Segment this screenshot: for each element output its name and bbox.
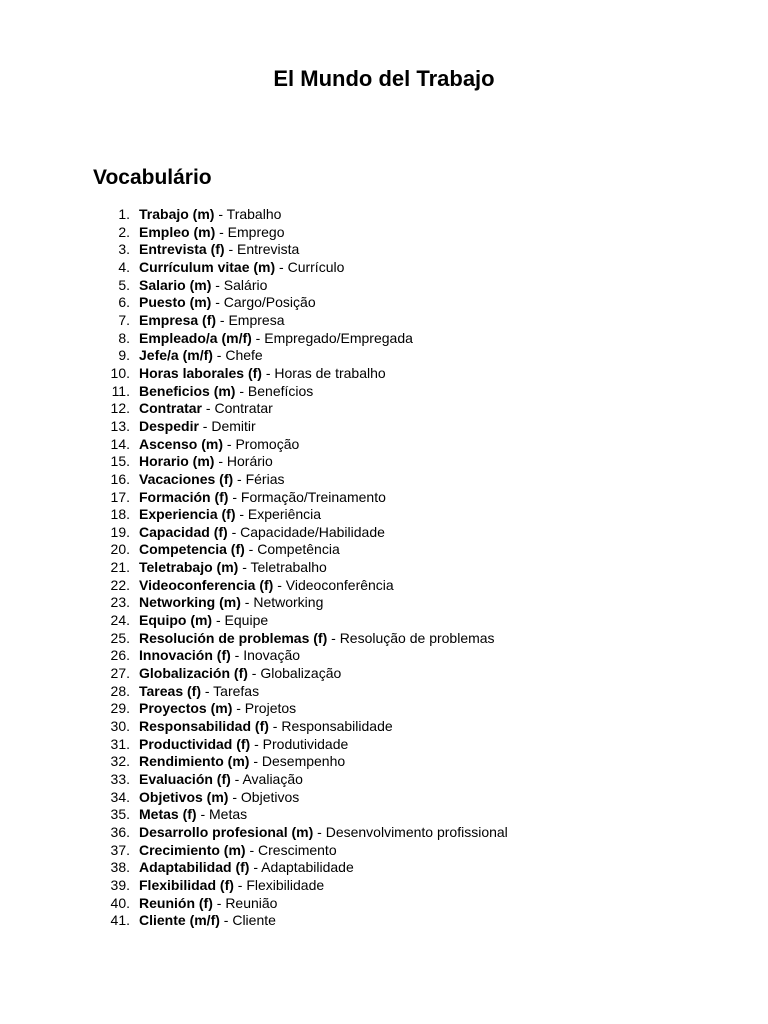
item-text — [139, 753, 345, 771]
item-number: 33. — [110, 771, 130, 787]
item-text — [139, 436, 299, 454]
spanish-term: Crecimiento (m) — [139, 841, 246, 858]
portuguese-translation: - Empregado/Empregada — [251, 329, 413, 346]
vocabulary-item — [108, 683, 508, 701]
vocabulary-item — [108, 365, 508, 383]
item-text — [139, 612, 268, 630]
item-number: 22. — [110, 576, 130, 593]
item-text — [139, 294, 316, 312]
spanish-term: Reunión (f) — [139, 894, 213, 911]
spanish-term: Responsabilidad (f) — [139, 718, 269, 735]
item-number: 1. — [118, 206, 130, 222]
spanish-term: Salario (m) — [139, 276, 212, 293]
portuguese-translation: - Projetos — [232, 700, 297, 717]
vocabulary-item — [108, 224, 508, 242]
vocabulary-item — [108, 347, 508, 365]
portuguese-translation: - Resolução de problemas — [327, 629, 495, 646]
item-number: 41. — [110, 912, 130, 929]
vocabulary-list — [108, 206, 508, 930]
vocabulary-item — [108, 789, 508, 807]
spanish-term: Objetivos (m) — [139, 788, 229, 805]
item-text — [139, 383, 313, 401]
vocabulary-item — [108, 736, 508, 754]
vocabulary-item — [108, 912, 508, 930]
portuguese-translation: - Responsabilidade — [268, 718, 393, 735]
spanish-term: Resolución de problemas (f) — [139, 629, 328, 646]
vocabulary-item — [108, 506, 508, 524]
spanish-term: Evaluación (f) — [139, 771, 231, 787]
portuguese-translation: - Chefe — [212, 347, 263, 364]
item-text — [139, 224, 284, 242]
portuguese-translation: - Salário — [211, 276, 268, 293]
spanish-term: Flexibilidad (f) — [139, 876, 234, 893]
item-text — [139, 789, 299, 807]
spanish-term: Currículum vitae (m) — [139, 258, 276, 275]
item-text — [139, 806, 247, 824]
spanish-term: Empleado/a (m/f) — [139, 329, 252, 346]
item-text — [139, 312, 285, 330]
vocabulary-item — [108, 330, 508, 348]
portuguese-translation: - Adaptabilidade — [249, 859, 354, 876]
vocabulary-item — [108, 524, 508, 542]
item-number: 4. — [118, 258, 130, 275]
portuguese-translation: - Promoção — [223, 435, 300, 452]
item-text — [139, 647, 300, 665]
spanish-term: Equipo (m) — [139, 612, 213, 629]
vocabulary-item — [108, 824, 508, 842]
item-text — [139, 418, 256, 436]
item-text — [139, 559, 327, 577]
item-text — [139, 895, 277, 913]
item-text — [139, 824, 508, 842]
document-title: El Mundo del Trabajo — [273, 66, 495, 91]
item-number: 40. — [110, 894, 130, 911]
portuguese-translation: - Videoconferência — [273, 576, 394, 593]
item-number: 13. — [110, 417, 130, 434]
item-number: 12. — [110, 400, 130, 417]
portuguese-translation: - Horário — [214, 453, 273, 470]
item-text — [139, 700, 296, 718]
spanish-term: Networking (m) — [139, 594, 241, 611]
vocabulary-item — [108, 718, 508, 736]
vocabulary-item — [108, 630, 508, 648]
item-number: 31. — [110, 735, 130, 752]
spanish-term: Empresa (f) — [139, 311, 217, 328]
item-text — [139, 241, 299, 259]
spanish-term: Desarrollo profesional (m) — [139, 823, 314, 840]
item-number: 26. — [110, 647, 130, 664]
vocabulary-item — [108, 842, 508, 860]
item-number: 16. — [110, 470, 130, 487]
vocabulary-item — [108, 559, 508, 577]
vocabulary-item — [108, 277, 508, 295]
vocabulary-item — [108, 312, 508, 330]
item-number: 37. — [110, 841, 130, 858]
item-text — [139, 665, 341, 683]
portuguese-translation: - Objetivos — [228, 788, 300, 805]
vocabulary-item — [108, 206, 508, 224]
portuguese-translation: - Equipe — [212, 612, 269, 629]
portuguese-translation: - Empresa — [216, 311, 285, 328]
portuguese-translation: - Formação/Treinamento — [228, 488, 386, 505]
spanish-term: Trabajo (m) — [139, 206, 215, 222]
portuguese-translation: - Teletrabalho — [238, 559, 327, 576]
spanish-term: Entrevista (f) — [139, 241, 225, 258]
item-number: 32. — [110, 753, 130, 770]
vocabulary-item — [108, 418, 508, 436]
item-number: 19. — [110, 523, 130, 540]
spanish-term: Horario (m) — [139, 453, 215, 470]
item-text — [139, 347, 263, 365]
item-number: 39. — [110, 876, 130, 893]
item-text — [139, 912, 276, 930]
item-text — [139, 277, 267, 295]
vocabulary-item — [108, 612, 508, 630]
item-text — [139, 489, 386, 507]
item-number: 38. — [110, 859, 130, 876]
item-text — [139, 736, 348, 754]
portuguese-translation: - Inovação — [230, 647, 301, 664]
vocabulary-item — [108, 594, 508, 612]
portuguese-translation: - Globalização — [247, 665, 342, 682]
portuguese-translation: - Networking — [240, 594, 324, 611]
item-number: 23. — [110, 594, 130, 611]
item-number: 21. — [110, 559, 130, 576]
item-number: 34. — [110, 788, 130, 805]
spanish-term: Proyectos (m) — [139, 700, 233, 717]
vocabulary-item — [108, 771, 508, 789]
item-number: 7. — [118, 311, 130, 328]
item-text — [139, 330, 413, 348]
vocabulary-item — [108, 383, 508, 401]
spanish-term: Competencia (f) — [139, 541, 245, 558]
vocabulary-item — [108, 471, 508, 489]
portuguese-translation: - Capacidade/Habilidade — [227, 523, 385, 540]
spanish-term: Jefe/a (m/f) — [139, 347, 213, 364]
portuguese-translation: - Cargo/Posição — [211, 294, 316, 311]
spanish-term: Cliente (m/f) — [139, 912, 220, 929]
item-number: 20. — [110, 541, 130, 558]
item-number: 30. — [110, 718, 130, 735]
spanish-term: Despedir — [139, 417, 199, 434]
item-number: 17. — [110, 488, 130, 505]
portuguese-translation: - Contratar — [202, 400, 273, 417]
portuguese-translation: - Crescimento — [245, 841, 337, 858]
item-text — [139, 683, 259, 701]
item-number: 14. — [110, 435, 130, 452]
portuguese-translation: - Emprego — [215, 223, 285, 240]
spanish-term: Experiencia (f) — [139, 506, 236, 523]
portuguese-translation: - Produtividade — [250, 735, 349, 752]
spanish-term: Innovación (f) — [139, 647, 231, 664]
item-text — [139, 859, 354, 877]
item-text — [139, 718, 393, 736]
portuguese-translation: - Entrevista — [224, 241, 300, 258]
vocabulary-item — [108, 700, 508, 718]
portuguese-translation: - Metas — [196, 806, 248, 823]
item-number: 8. — [118, 329, 130, 346]
item-text — [139, 400, 273, 418]
spanish-term: Puesto (m) — [139, 294, 212, 311]
section-heading: Vocabulário — [93, 166, 212, 189]
item-text — [139, 842, 337, 860]
spanish-term: Horas laborales (f) — [139, 364, 262, 381]
spanish-term: Beneficios (m) — [139, 382, 236, 399]
vocabulary-item — [108, 541, 508, 559]
item-text — [139, 630, 495, 648]
item-number: 24. — [110, 612, 130, 629]
item-text — [139, 577, 394, 595]
spanish-term: Empleo (m) — [139, 223, 216, 240]
vocabulary-item — [108, 436, 508, 454]
item-number: 36. — [110, 823, 130, 840]
spanish-term: Videoconferencia (f) — [139, 576, 274, 593]
spanish-term: Formación (f) — [139, 488, 229, 505]
vocabulary-item — [108, 489, 508, 507]
item-number: 6. — [118, 294, 130, 311]
portuguese-translation: - Desenvolvimento profissional — [313, 823, 508, 840]
portuguese-translation: - Avaliação — [230, 771, 303, 787]
vocabulary-item — [108, 241, 508, 259]
vocabulary-item — [108, 400, 508, 418]
item-number: 2. — [118, 223, 130, 240]
spanish-term: Contratar — [139, 400, 203, 417]
vocabulary-item — [108, 453, 508, 471]
vocabulary-item — [108, 577, 508, 595]
portuguese-translation: - Trabalho — [214, 206, 282, 222]
item-text — [139, 541, 340, 559]
vocabulary-item — [108, 647, 508, 665]
portuguese-translation: - Cliente — [219, 912, 276, 929]
spanish-term: Teletrabajo (m) — [139, 559, 239, 576]
spanish-term: Ascenso (m) — [139, 435, 224, 452]
spanish-term: Rendimiento (m) — [139, 753, 250, 770]
item-text — [139, 453, 273, 471]
item-number: 25. — [110, 629, 130, 646]
item-number: 27. — [110, 665, 130, 682]
vocabulary-item — [108, 259, 508, 277]
item-text — [139, 259, 344, 277]
portuguese-translation: - Competência — [244, 541, 340, 558]
item-number: 29. — [110, 700, 130, 717]
portuguese-translation: - Tarefas — [200, 682, 260, 699]
portuguese-translation: - Reunião — [212, 894, 278, 911]
spanish-term: Tareas (f) — [139, 682, 201, 699]
item-text — [139, 506, 321, 524]
item-text — [139, 877, 324, 895]
item-text — [139, 471, 285, 489]
portuguese-translation: - Flexibilidade — [233, 876, 325, 893]
item-number: 3. — [118, 241, 130, 258]
vocabulary-item — [108, 895, 508, 913]
item-number: 15. — [110, 453, 130, 470]
item-text — [139, 365, 386, 383]
portuguese-translation: - Desempenho — [249, 753, 346, 770]
spanish-term: Adaptabilidad (f) — [139, 859, 250, 876]
portuguese-translation: - Horas de trabalho — [261, 364, 386, 381]
portuguese-translation: - Experiência — [235, 506, 322, 523]
item-text — [139, 594, 323, 612]
item-number: 35. — [110, 806, 130, 823]
vocabulary-item — [108, 753, 508, 771]
spanish-term: Metas (f) — [139, 806, 197, 823]
spanish-term: Capacidad (f) — [139, 523, 228, 540]
item-number: 5. — [118, 276, 130, 293]
item-number: 10. — [110, 364, 130, 381]
spanish-term: Productividad (f) — [139, 735, 251, 752]
portuguese-translation: - Benefícios — [235, 382, 314, 399]
item-number: 11. — [111, 382, 130, 399]
vocabulary-item — [108, 665, 508, 683]
item-number: 18. — [110, 506, 130, 523]
vocabulary-item — [108, 806, 508, 824]
vocabulary-item — [108, 859, 508, 877]
portuguese-translation: - Demitir — [198, 417, 256, 434]
vocabulary-item — [108, 877, 508, 895]
vocabulary-item — [108, 294, 508, 312]
item-number: 28. — [110, 682, 130, 699]
spanish-term: Vacaciones (f) — [139, 470, 234, 487]
portuguese-translation: - Currículo — [275, 258, 345, 275]
item-text — [139, 771, 303, 789]
spanish-term: Globalización (f) — [139, 665, 248, 682]
item-text — [139, 524, 385, 542]
item-text — [139, 206, 281, 224]
item-number: 9. — [118, 347, 130, 364]
portuguese-translation: - Férias — [233, 470, 285, 487]
